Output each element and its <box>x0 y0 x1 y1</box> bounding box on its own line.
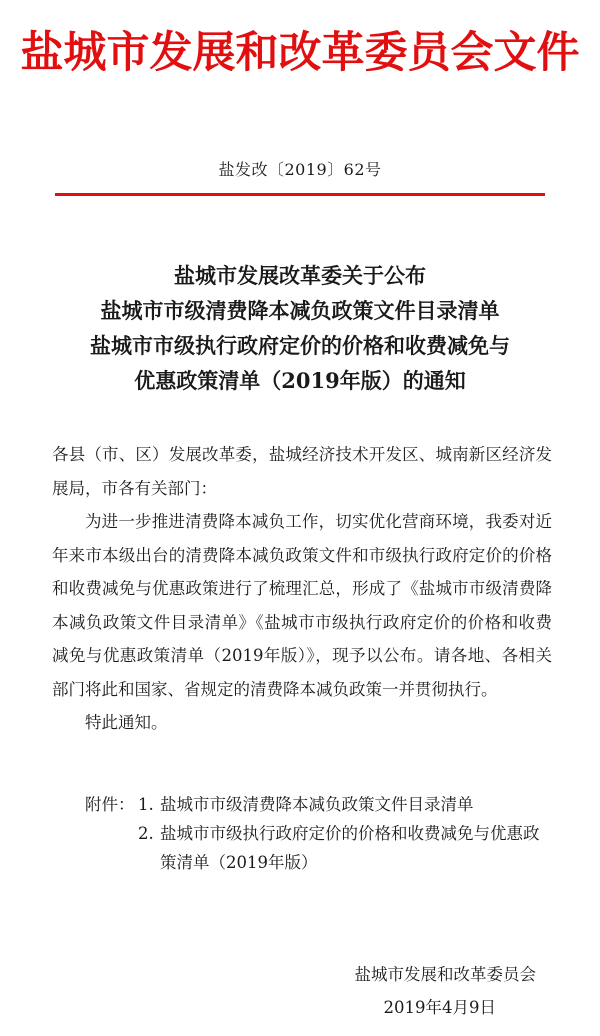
signing-organization: 盐城市发展和改革委员会 <box>354 965 536 984</box>
addressees: 各县（市、区）发展改革委，盐城经济技术开发区、城南新区经济发展局，市各有关部门： <box>52 445 552 498</box>
body-paragraph-2: 特此通知。 <box>85 713 168 732</box>
signature-block <box>355 958 537 1024</box>
attachment-lead-spacer <box>85 819 138 877</box>
attachment-number: 1. <box>138 795 154 814</box>
attachment-number: 2. <box>138 824 154 843</box>
issuer-header-title: 盐城市发展和改革委员会文件 <box>20 28 580 78</box>
notice-title-line-1: 盐城市发展改革委关于公布 <box>174 263 426 288</box>
notice-title-line-2: 盐城市市级清费降本减负政策文件目录清单 <box>100 298 500 323</box>
notice-body <box>52 438 552 740</box>
attachment-lead: 附件： <box>85 795 135 814</box>
notice-title-line-4: 优惠政策清单（2019年版）的通知 <box>134 368 466 393</box>
body-paragraph-1: 为进一步推进清费降本减负工作，切实优化营商环境，我委对近年来市本级出台的清费降本减负政策文件和市级执行政府定价的价格和收费减免与优惠政策进行了梳理汇总，形成了《盐城市市级清费降本减负政策文件目录清单》《盐城市市级执行政府定价的价格和收费减免与优惠政策清单（2019年版）》，现予以公布。请各地、各相关部门将此和国家、省规定的清费降本减负政策一并贯彻执行。 <box>52 512 552 699</box>
signing-date: 2019年4月9日 <box>383 998 496 1017</box>
notice-title <box>0 258 600 398</box>
attachment-list <box>85 790 555 877</box>
attachment-title: 盐城市市级清费降本减负政策文件目录清单 <box>160 795 474 814</box>
attachment-item <box>85 819 555 877</box>
attachment-item <box>85 790 555 819</box>
attachment-title: 盐城市市级执行政府定价的价格和收费减免与优惠政策清单（2019年版） <box>160 824 540 872</box>
notice-title-line-3: 盐城市市级执行政府定价的价格和收费减免与 <box>90 333 510 358</box>
red-divider-line <box>55 193 545 196</box>
document-number: 盐发改〔2019〕62号 <box>218 160 382 179</box>
